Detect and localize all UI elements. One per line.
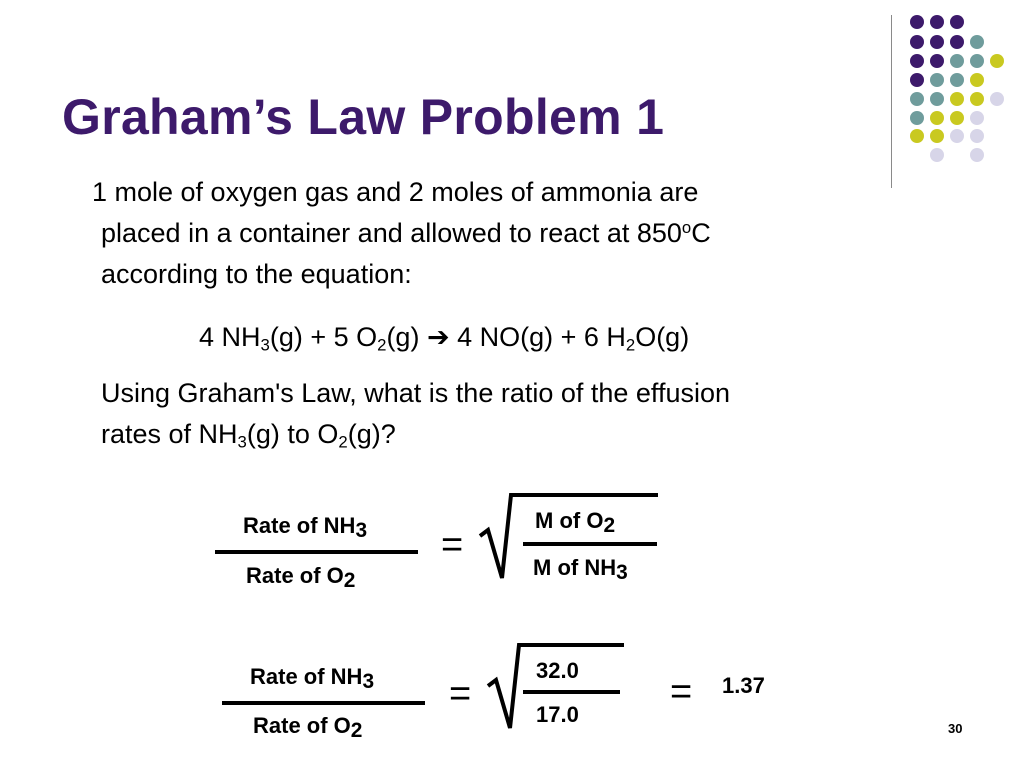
fraction-subscript: 2 (343, 568, 356, 592)
decorative-dot (950, 92, 964, 106)
decorative-dot (910, 129, 924, 143)
fraction-subscript: 2 (350, 718, 363, 742)
decorative-dot (930, 54, 944, 68)
decorative-dot (930, 15, 944, 29)
formula-2-rhs-numerator: 32.0 (536, 658, 579, 683)
problem-line-2-text: placed in a container and allowed to react at 850 (101, 218, 682, 248)
formula-1-lhs-fraction-bar (215, 550, 418, 554)
decorative-dot (910, 92, 924, 106)
eq-part: 4 NO(g) + 6 H (449, 322, 626, 352)
formula-1-lhs-denominator (246, 563, 356, 592)
formula-2-lhs-denominator (253, 713, 363, 742)
eq-part: 4 NH (199, 322, 261, 352)
fraction-text: Rate of O (253, 713, 351, 738)
decorative-dot (990, 92, 1004, 106)
page-number: 30 (948, 721, 963, 736)
decorative-dot (970, 92, 984, 106)
fraction-text: Rate of NH (250, 664, 363, 689)
question-line-1: Using Graham's Law, what is the ratio of the effusion (101, 378, 730, 408)
problem-statement (92, 172, 711, 295)
question-text: (g) to O (246, 419, 339, 449)
decorative-dot (970, 73, 984, 87)
fraction-text: Rate of O (246, 563, 344, 588)
eq-part: (g) + 5 O (269, 322, 378, 352)
decorative-dot (910, 54, 924, 68)
eq-part: (g) (386, 322, 427, 352)
eq-subscript: 3 (260, 335, 270, 355)
formula-1-lhs-numerator (243, 513, 368, 542)
decorative-dot (910, 15, 924, 29)
formula-2-equals: = (449, 673, 472, 715)
formula-2-second-equals: = (670, 671, 693, 713)
slide-title: Graham’s Law Problem 1 (62, 89, 665, 145)
fraction-text: M of O (535, 508, 604, 533)
fraction-subscript: 3 (362, 669, 375, 693)
chemical-equation (199, 322, 689, 353)
decorative-dot (950, 35, 964, 49)
degree-superscript: o (681, 217, 692, 237)
formula-2-lhs-fraction-bar (222, 701, 425, 705)
decorative-dot (930, 148, 944, 162)
eq-subscript: 2 (377, 335, 387, 355)
title-divider-line (891, 15, 892, 188)
fraction-text: Rate of NH (243, 513, 356, 538)
formula-1-rhs-numerator (535, 508, 616, 537)
decorative-dot (930, 111, 944, 125)
decorative-dot (950, 129, 964, 143)
decorative-dot (930, 73, 944, 87)
decorative-dot (910, 35, 924, 49)
decorative-dot (930, 35, 944, 49)
decorative-dot (950, 111, 964, 125)
formula-2-rhs-denominator: 17.0 (536, 702, 579, 727)
question-subscript: 3 (237, 432, 247, 452)
decorative-dot (970, 35, 984, 49)
formula-1-equals: = (441, 524, 464, 566)
formula-1-rhs-fraction-bar (523, 542, 657, 546)
decorative-dot (950, 73, 964, 87)
fraction-text: M of NH (533, 555, 617, 580)
decorative-dot (970, 54, 984, 68)
eq-part: O(g) (635, 322, 690, 352)
problem-line-2 (92, 213, 711, 254)
question-text: (g)? (347, 419, 396, 449)
question (101, 373, 730, 455)
decorative-dot (910, 111, 924, 125)
question-text: rates of NH (101, 419, 238, 449)
fraction-subscript: 2 (603, 513, 616, 537)
question-line-2 (101, 414, 730, 455)
question-subscript: 2 (338, 432, 348, 452)
fraction-subscript: 3 (355, 518, 368, 542)
decorative-dot (950, 15, 964, 29)
decorative-dot (970, 129, 984, 143)
problem-line-3: according to the equation: (101, 259, 412, 289)
decorative-dot (970, 148, 984, 162)
decorative-dot (910, 73, 924, 87)
decorative-dot (950, 54, 964, 68)
eq-subscript: 2 (625, 335, 636, 355)
reaction-arrow-icon: ➔ (426, 322, 450, 352)
formula-2-lhs-numerator (250, 664, 375, 693)
formula-2-rhs-fraction-bar (523, 690, 620, 694)
problem-line-2-unit: C (691, 218, 711, 248)
problem-line-1: 1 mole of oxygen gas and 2 moles of ammonia are (92, 177, 699, 207)
fraction-subscript: 3 (616, 560, 628, 584)
decorative-dot (930, 92, 944, 106)
decorative-dot (970, 111, 984, 125)
decorative-dot (930, 129, 944, 143)
formula-1-rhs-denominator (533, 555, 628, 584)
decorative-dot (990, 54, 1004, 68)
formula-2-result: 1.37 (722, 673, 765, 698)
